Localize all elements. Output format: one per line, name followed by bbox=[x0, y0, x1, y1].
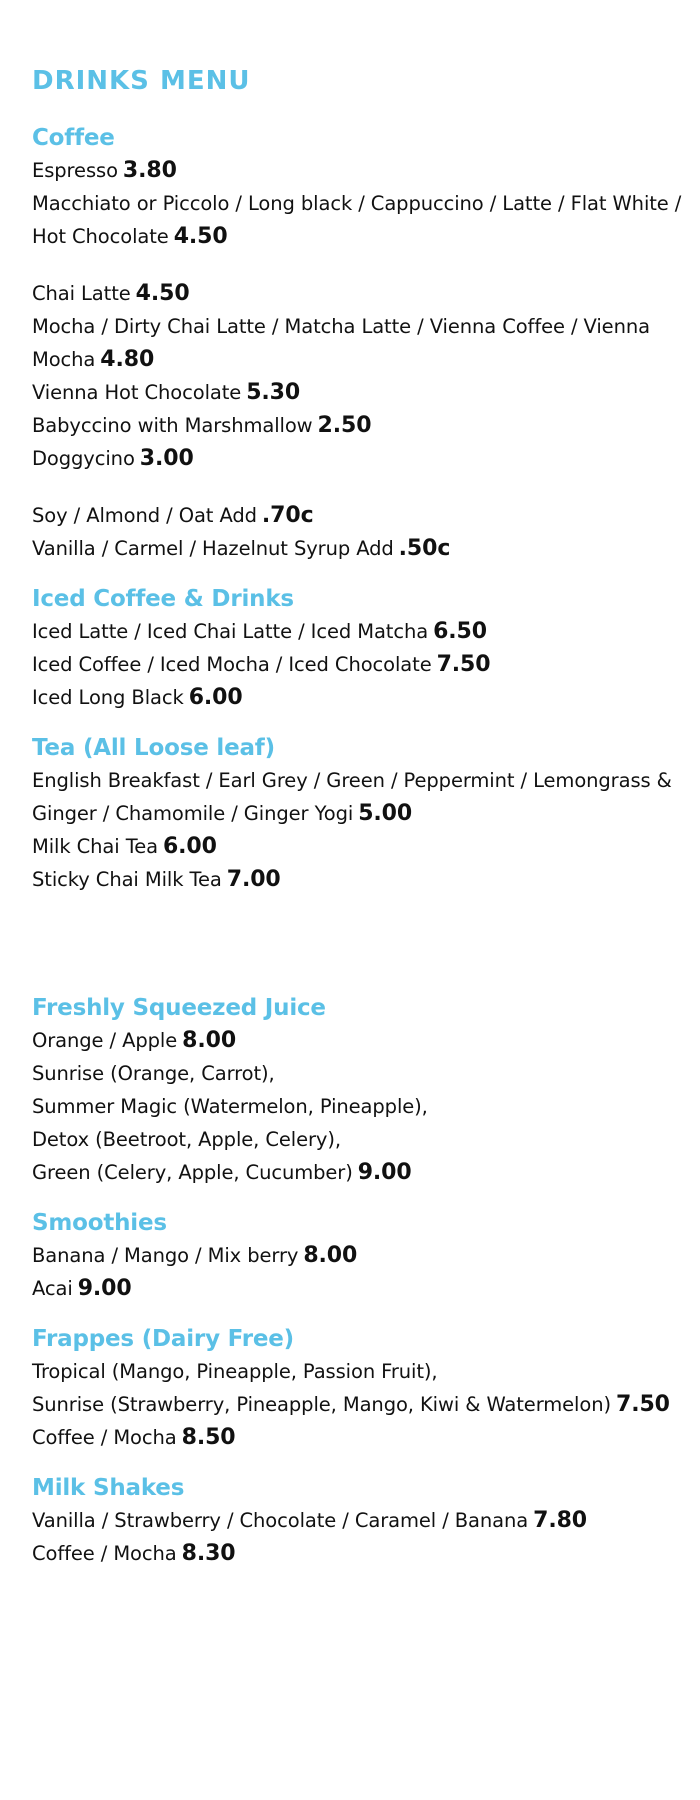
section-tea bbox=[32, 732, 682, 896]
item-price: 5.00 bbox=[358, 801, 413, 826]
section-shakes bbox=[32, 1472, 682, 1570]
item-text: Espresso bbox=[32, 159, 118, 182]
section-heading-juice: Freshly Squeezed Juice bbox=[32, 995, 326, 1021]
item-text: Chai Latte bbox=[32, 282, 131, 305]
section-coffee bbox=[32, 122, 682, 565]
menu-item bbox=[32, 442, 682, 475]
item-price: 3.80 bbox=[122, 158, 177, 183]
item-text: Sunrise (Strawberry, Pineapple, Mango, Kiwi & Watermelon) bbox=[32, 1393, 611, 1416]
menu-item bbox=[32, 532, 682, 565]
item-text: Tropical (Mango, Pineapple, Passion Fruit), bbox=[32, 1360, 438, 1383]
item-price: .50c bbox=[398, 536, 451, 561]
item-text: Coffee / Mocha bbox=[32, 1542, 177, 1565]
section-heading-iced: Iced Coffee & Drinks bbox=[32, 586, 294, 612]
menu-item bbox=[32, 1537, 682, 1570]
item-price: 4.50 bbox=[135, 281, 190, 306]
item-text: Iced Long Black bbox=[32, 686, 184, 709]
item-price: 2.50 bbox=[317, 413, 372, 438]
item-price: 6.00 bbox=[162, 834, 217, 859]
item-price: .70c bbox=[261, 503, 314, 528]
item-price: 9.00 bbox=[357, 1160, 412, 1185]
section-heading-frappes: Frappes (Dairy Free) bbox=[32, 1326, 294, 1352]
item-price: 9.00 bbox=[77, 1276, 132, 1301]
menu-item bbox=[32, 863, 682, 896]
section-heading-shakes: Milk Shakes bbox=[32, 1475, 185, 1501]
menu-item bbox=[32, 1057, 682, 1090]
menu-item bbox=[32, 310, 682, 376]
item-price: 6.00 bbox=[188, 685, 243, 710]
item-text: Vanilla / Strawberry / Chocolate / Caramel / Banana bbox=[32, 1509, 529, 1532]
section-iced bbox=[32, 583, 682, 714]
item-text: Vienna Hot Chocolate bbox=[32, 381, 242, 404]
menu-page bbox=[32, 64, 682, 1588]
menu-item bbox=[32, 1239, 682, 1272]
item-price: 3.00 bbox=[139, 446, 194, 471]
menu-item bbox=[32, 1272, 682, 1305]
menu-item bbox=[32, 648, 682, 681]
menu-item bbox=[32, 1024, 682, 1057]
menu-item bbox=[32, 1421, 682, 1454]
menu-item bbox=[32, 615, 682, 648]
item-text: Banana / Mango / Mix berry bbox=[32, 1244, 299, 1267]
menu-item bbox=[32, 1156, 682, 1189]
menu-item bbox=[32, 1504, 682, 1537]
item-text: Iced Latte / Iced Chai Latte / Iced Matcha bbox=[32, 620, 429, 643]
menu-item bbox=[32, 1355, 682, 1388]
item-text: Sunrise (Orange, Carrot), bbox=[32, 1062, 275, 1085]
item-price: 7.00 bbox=[226, 867, 281, 892]
section-smoothies bbox=[32, 1207, 682, 1305]
menu-item bbox=[32, 1123, 682, 1156]
item-text: Acai bbox=[32, 1277, 73, 1300]
item-text: Milk Chai Tea bbox=[32, 835, 158, 858]
item-text: Doggycino bbox=[32, 447, 135, 470]
menu-item bbox=[32, 830, 682, 863]
item-text: Babyccino with Marshmallow bbox=[32, 414, 313, 437]
item-price: 4.50 bbox=[173, 224, 228, 249]
menu-item bbox=[32, 1388, 682, 1421]
item-text: English Breakfast / Earl Grey / Green / Peppermint / Lemongrass & Ginger / Chamomile / Ginger Yogi bbox=[32, 769, 672, 825]
item-text: Coffee / Mocha bbox=[32, 1426, 177, 1449]
item-text: Green (Celery, Apple, Cucumber) bbox=[32, 1161, 353, 1184]
menu-item bbox=[32, 277, 682, 310]
item-text: Summer Magic (Watermelon, Pineapple), bbox=[32, 1095, 428, 1118]
section-heading-coffee: Coffee bbox=[32, 125, 115, 151]
item-text: Sticky Chai Milk Tea bbox=[32, 868, 222, 891]
item-text: Soy / Almond / Oat Add bbox=[32, 504, 257, 527]
menu-item bbox=[32, 409, 682, 442]
item-text: Iced Coffee / Iced Mocha / Iced Chocolate bbox=[32, 653, 432, 676]
section-heading-tea: Tea (All Loose leaf) bbox=[32, 735, 275, 761]
menu-item bbox=[32, 376, 682, 409]
item-price: 8.50 bbox=[181, 1425, 236, 1450]
item-text: Detox (Beetroot, Apple, Celery), bbox=[32, 1128, 341, 1151]
item-price: 8.00 bbox=[182, 1028, 237, 1053]
menu-item bbox=[32, 764, 682, 830]
item-price: 4.80 bbox=[100, 347, 155, 372]
item-price: 7.80 bbox=[533, 1508, 587, 1533]
menu-item bbox=[32, 681, 682, 714]
menu-item bbox=[32, 154, 682, 187]
section-juice bbox=[32, 992, 682, 1189]
item-text: Macchiato or Piccolo / Long black / Cappuccino / Latte / Flat White / Hot Chocolate bbox=[32, 192, 682, 248]
item-price: 8.30 bbox=[181, 1541, 236, 1566]
menu-item bbox=[32, 1090, 682, 1123]
item-price: 5.30 bbox=[246, 380, 301, 405]
item-price: 7.50 bbox=[436, 652, 491, 677]
item-price: 7.50 bbox=[615, 1392, 670, 1417]
item-text: Mocha / Dirty Chai Latte / Matcha Latte / Vienna Coffee / Vienna Mocha bbox=[32, 315, 650, 371]
item-text: Vanilla / Carmel / Hazelnut Syrup Add bbox=[32, 537, 394, 560]
item-price: 8.00 bbox=[303, 1243, 358, 1268]
menu-item bbox=[32, 187, 682, 253]
section-frappes bbox=[32, 1323, 682, 1454]
menu-item bbox=[32, 499, 682, 532]
menu-title: DRINKS MENU bbox=[32, 66, 251, 96]
item-text: Orange / Apple bbox=[32, 1029, 178, 1052]
section-heading-smoothies: Smoothies bbox=[32, 1210, 167, 1236]
item-price: 6.50 bbox=[433, 619, 487, 644]
